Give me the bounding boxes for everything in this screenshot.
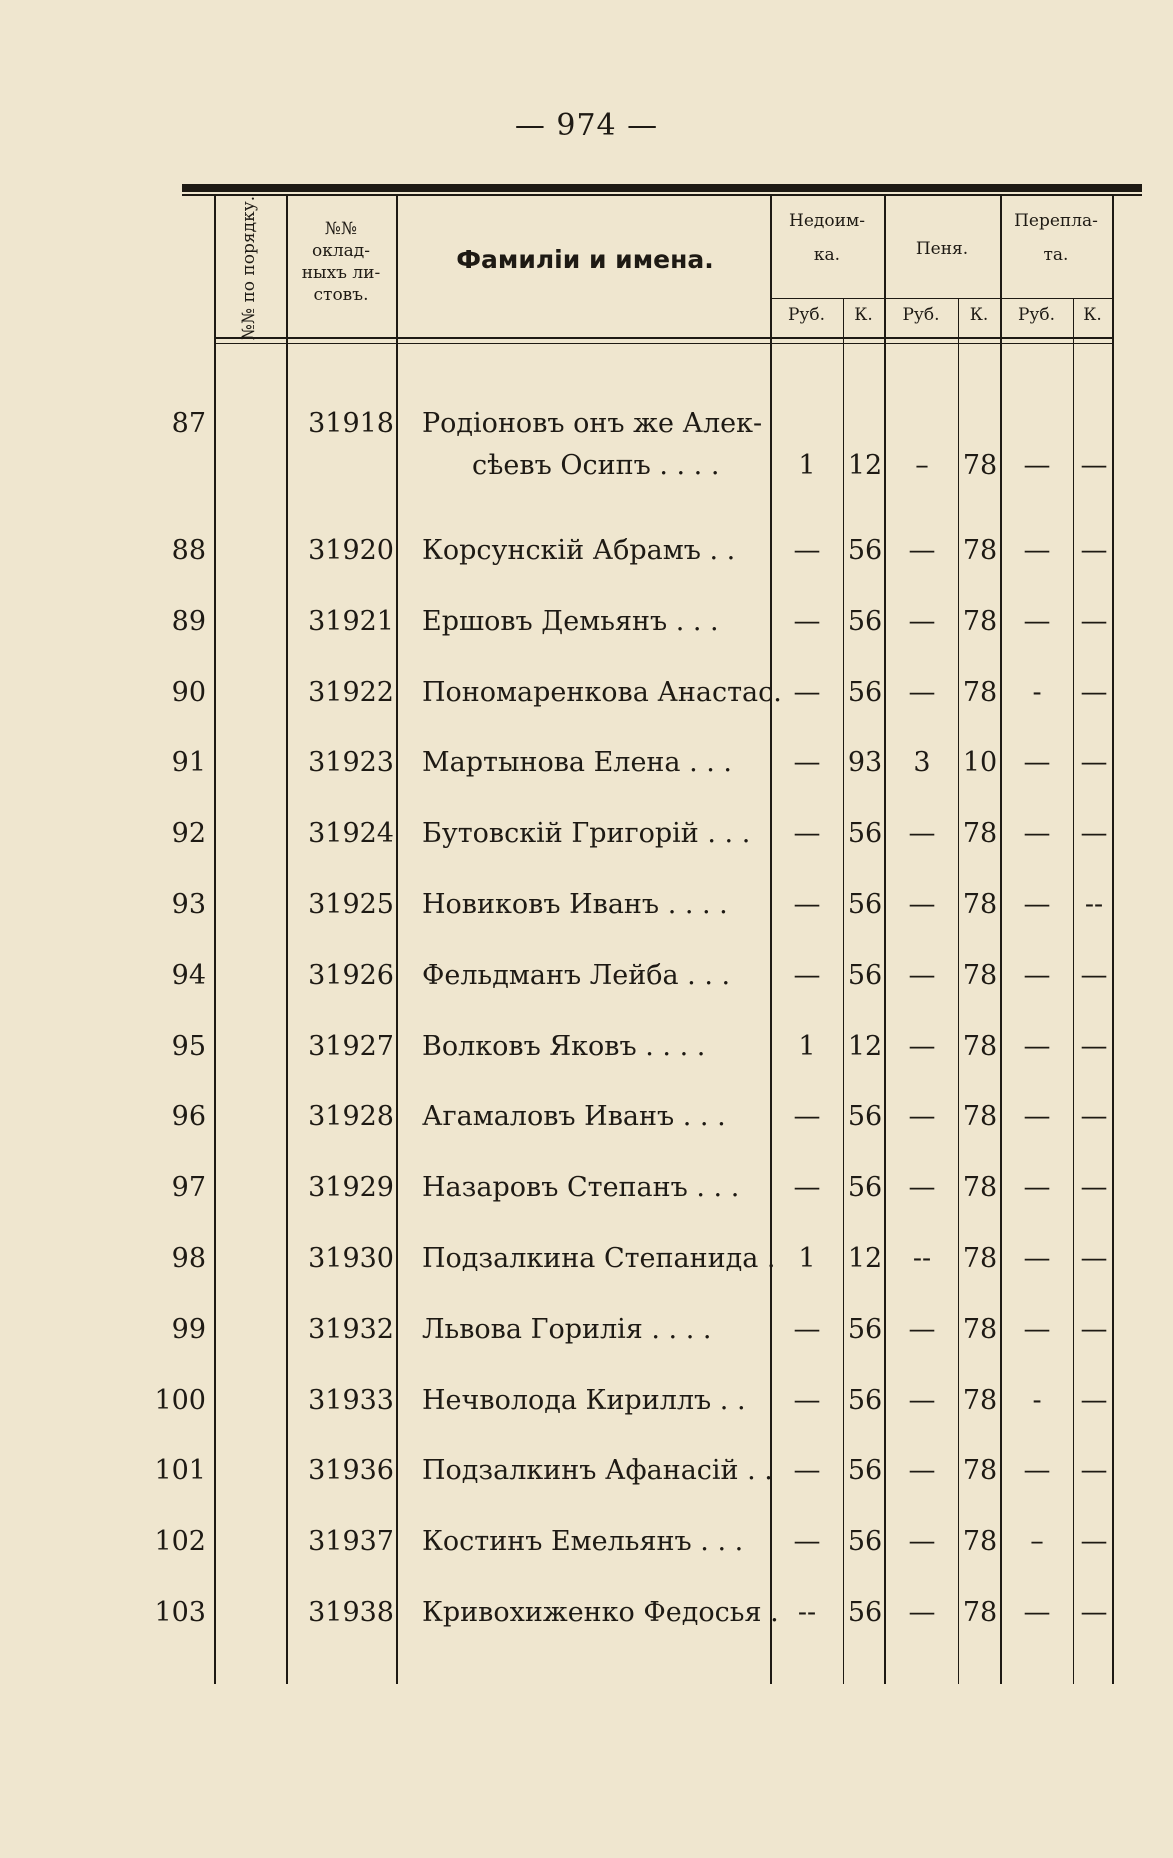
table-row xyxy=(0,1101,1173,1161)
penalty-rub: — xyxy=(908,1455,936,1487)
penalty-rub: — xyxy=(908,1597,936,1628)
sheet-number: 31932 xyxy=(308,1313,394,1345)
arrears-kop: 56 xyxy=(847,889,883,920)
person-name: Ершовъ Демьянъ . . . xyxy=(422,605,719,637)
table-row xyxy=(0,408,1173,481)
overpay-kop: — xyxy=(1080,1243,1108,1274)
arrears-rub: — xyxy=(793,535,821,566)
person-name: Подзалкина Степанида . xyxy=(422,1243,776,1274)
row-number: 95 xyxy=(171,1030,206,1062)
subheader-rub: Руб. xyxy=(1017,305,1056,325)
arrears-kop: 56 xyxy=(847,605,883,637)
row-number: 92 xyxy=(171,818,206,850)
penalty-kop: 78 xyxy=(962,1526,998,1558)
penalty-rub: — xyxy=(908,1172,936,1204)
overpay-kop: — xyxy=(1080,959,1108,991)
row-number: 93 xyxy=(171,889,206,920)
penalty-rub: — xyxy=(908,1384,936,1416)
overpay-kop: — xyxy=(1080,676,1108,708)
person-name: Корсунскій Абрамъ . . xyxy=(422,535,736,566)
row-number: 90 xyxy=(171,676,206,708)
penalty-kop: 78 xyxy=(962,676,998,708)
arrears-rub: — xyxy=(793,818,821,850)
table-row xyxy=(0,889,1173,949)
table-row xyxy=(0,1031,1173,1091)
arrears-kop: 56 xyxy=(847,1455,883,1487)
arrears-rub: — xyxy=(793,747,821,779)
overpay-kop: — xyxy=(1080,1101,1108,1133)
sheet-number: 31920 xyxy=(308,535,394,566)
row-number: 100 xyxy=(154,1384,206,1416)
overpay-rub: — xyxy=(1023,1030,1051,1062)
arrears-rub: — xyxy=(793,676,821,708)
overpay-kop: — xyxy=(1080,605,1108,637)
row-number: 89 xyxy=(171,605,206,637)
arrears-kop: 93 xyxy=(847,747,883,779)
penalty-kop: 78 xyxy=(962,1243,998,1274)
penalty-rub: – xyxy=(915,450,929,481)
person-name: Мартынова Елена . . . xyxy=(422,747,733,779)
row-number: 88 xyxy=(171,535,206,566)
header-seq: №№ по порядку. xyxy=(239,195,259,341)
table-row xyxy=(0,1172,1173,1232)
header-sheet: №№ оклад- ныхъ ли- стовъ. xyxy=(301,219,381,305)
penalty-kop: 78 xyxy=(962,818,998,850)
arrears-kop: 12 xyxy=(847,450,883,481)
arrears-kop: 56 xyxy=(847,1172,883,1204)
overpay-rub: — xyxy=(1023,1313,1051,1345)
penalty-rub: — xyxy=(908,676,936,708)
overpay-rub: — xyxy=(1023,747,1051,779)
table-row xyxy=(0,1455,1173,1515)
penalty-kop: 78 xyxy=(962,1030,998,1062)
arrears-kop: 12 xyxy=(847,1030,883,1062)
sheet-number: 31918 xyxy=(308,408,394,439)
sheet-number: 31933 xyxy=(308,1384,394,1416)
arrears-rub: — xyxy=(793,1101,821,1133)
header-bottom-rule xyxy=(214,337,1114,339)
penalty-kop: 78 xyxy=(962,889,998,920)
arrears-kop: 56 xyxy=(847,1313,883,1345)
arrears-kop: 56 xyxy=(847,676,883,708)
subheader-kop: К. xyxy=(1083,305,1102,325)
table-row xyxy=(0,960,1173,1020)
penalty-kop: 78 xyxy=(962,1101,998,1133)
table-row xyxy=(0,535,1173,595)
sheet-number: 31921 xyxy=(308,605,394,637)
table-top-rule xyxy=(182,184,1142,192)
person-name: Волковъ Яковъ . . . . xyxy=(422,1030,706,1062)
penalty-kop: 78 xyxy=(962,1172,998,1204)
person-name: Пономаренкова Анастас. xyxy=(422,676,782,708)
penalty-kop: 78 xyxy=(962,1384,998,1416)
overpay-rub: — xyxy=(1023,1243,1051,1274)
person-name-continued: сѣевъ Осипъ . . . . xyxy=(472,450,720,481)
arrears-rub: — xyxy=(793,959,821,991)
overpay-rub: — xyxy=(1023,1455,1051,1487)
overpay-kop: — xyxy=(1080,450,1108,481)
overpay-kop: — xyxy=(1080,747,1108,779)
sheet-number: 31928 xyxy=(308,1101,394,1133)
row-number: 94 xyxy=(171,959,206,991)
subheader-rub: Руб. xyxy=(902,305,940,325)
table-row xyxy=(0,1243,1173,1303)
person-name: Агамаловъ Иванъ . . . xyxy=(422,1101,726,1133)
person-name: Львова Горилія . . . . xyxy=(422,1313,712,1345)
header-bottom-rule-thin xyxy=(214,343,1114,344)
overpay-kop: — xyxy=(1080,535,1108,566)
arrears-kop: 56 xyxy=(847,1101,883,1133)
penalty-kop: 78 xyxy=(962,605,998,637)
overpay-kop: — xyxy=(1080,818,1108,850)
person-name: Костинъ Емельянъ . . . xyxy=(422,1526,744,1558)
overpay-rub: – xyxy=(1030,1526,1044,1558)
sheet-number: 31923 xyxy=(308,747,394,779)
overpay-rub: - xyxy=(1032,676,1042,708)
sheet-number: 31929 xyxy=(308,1172,394,1204)
row-number: 96 xyxy=(171,1101,206,1133)
row-number: 102 xyxy=(154,1526,206,1558)
penalty-rub: — xyxy=(908,1313,936,1345)
sheet-number: 31936 xyxy=(308,1455,394,1487)
penalty-rub: — xyxy=(908,1101,936,1133)
person-name: Родіоновъ онъ же Алек- xyxy=(422,408,763,439)
arrears-rub: 1 xyxy=(798,450,816,481)
table-row xyxy=(0,1526,1173,1586)
overpay-rub: — xyxy=(1023,889,1051,920)
arrears-rub: — xyxy=(793,1384,821,1416)
arrears-kop: 56 xyxy=(847,1597,883,1628)
arrears-rub: — xyxy=(793,889,821,920)
penalty-kop: 78 xyxy=(962,1313,998,1345)
subheader-rub: Руб. xyxy=(787,305,826,325)
person-name: Новиковъ Иванъ . . . . xyxy=(422,889,728,920)
sheet-number: 31926 xyxy=(308,959,394,991)
person-name: Фельдманъ Лейба . . . xyxy=(422,959,731,991)
arrears-kop: 56 xyxy=(847,1526,883,1558)
sheet-number: 31927 xyxy=(308,1030,394,1062)
overpay-rub: — xyxy=(1023,450,1051,481)
overpay-kop: — xyxy=(1080,1030,1108,1062)
overpay-kop: — xyxy=(1080,1597,1108,1628)
arrears-rub: — xyxy=(793,1313,821,1345)
arrears-rub: 1 xyxy=(798,1030,816,1062)
arrears-kop: 12 xyxy=(847,1243,883,1274)
table-row xyxy=(0,677,1173,737)
overpay-rub: - xyxy=(1032,1384,1042,1416)
penalty-rub: — xyxy=(908,818,936,850)
arrears-kop: 56 xyxy=(847,959,883,991)
penalty-kop: 10 xyxy=(962,747,998,779)
arrears-rub: — xyxy=(793,605,821,637)
penalty-kop: 78 xyxy=(962,959,998,991)
penalty-rub: — xyxy=(908,535,936,566)
penalty-rub: — xyxy=(908,889,936,920)
overpay-kop: — xyxy=(1080,1455,1108,1487)
person-name: Подзалкинъ Афанасій . . xyxy=(422,1455,773,1487)
table-top-rule-thin xyxy=(182,194,1142,196)
row-number: 98 xyxy=(171,1243,206,1274)
row-number: 103 xyxy=(154,1597,206,1628)
page-number: — 974 — xyxy=(514,108,659,143)
row-number: 91 xyxy=(171,747,206,779)
person-name: Кривохиженко Федосья . xyxy=(422,1597,779,1628)
header-arrears: Недоим- ка. xyxy=(789,211,865,265)
header-subrule xyxy=(770,298,1114,299)
arrears-kop: 56 xyxy=(847,1384,883,1416)
penalty-rub: — xyxy=(908,959,936,991)
header-overpay: Перепла- та. xyxy=(1014,211,1098,265)
penalty-kop: 78 xyxy=(962,535,998,566)
arrears-rub: 1 xyxy=(798,1243,816,1274)
overpay-rub: — xyxy=(1023,1597,1051,1628)
penalty-rub: 3 xyxy=(913,747,931,779)
table-row xyxy=(0,1314,1173,1374)
penalty-kop: 78 xyxy=(962,1455,998,1487)
table-row xyxy=(0,818,1173,878)
penalty-kop: 78 xyxy=(962,1597,998,1628)
sheet-number: 31937 xyxy=(308,1526,394,1558)
subheader-kop: К. xyxy=(969,305,989,325)
penalty-rub: — xyxy=(908,605,936,637)
overpay-kop: — xyxy=(1080,1384,1108,1416)
row-number: 97 xyxy=(171,1172,206,1204)
person-name: Бутовскій Григорій . . . xyxy=(422,818,751,850)
arrears-rub: -- xyxy=(797,1597,817,1628)
header-names: Фамиліи и имена. xyxy=(456,245,714,274)
overpay-kop: — xyxy=(1080,1313,1108,1345)
overpay-rub: — xyxy=(1023,535,1051,566)
overpay-rub: — xyxy=(1023,818,1051,850)
row-number: 87 xyxy=(171,408,206,439)
table-row xyxy=(0,606,1173,666)
sheet-number: 31930 xyxy=(308,1243,394,1274)
table-row xyxy=(0,1597,1173,1657)
arrears-kop: 56 xyxy=(847,535,883,566)
penalty-kop: 78 xyxy=(962,450,998,481)
sheet-number: 31922 xyxy=(308,676,394,708)
sheet-number: 31925 xyxy=(308,889,394,920)
penalty-rub: — xyxy=(908,1030,936,1062)
sheet-number: 31924 xyxy=(308,818,394,850)
penalty-rub: -- xyxy=(912,1243,932,1274)
arrears-rub: — xyxy=(793,1455,821,1487)
arrears-rub: — xyxy=(793,1172,821,1204)
penalty-rub: — xyxy=(908,1526,936,1558)
arrears-kop: 56 xyxy=(847,818,883,850)
subheader-kop: К. xyxy=(854,305,873,325)
person-name: Назаровъ Степанъ . . . xyxy=(422,1172,740,1204)
overpay-rub: — xyxy=(1023,959,1051,991)
header-penalty: Пеня. xyxy=(915,239,969,259)
overpay-kop: -- xyxy=(1084,889,1104,920)
overpay-rub: — xyxy=(1023,605,1051,637)
overpay-kop: — xyxy=(1080,1526,1108,1558)
table-row xyxy=(0,1385,1173,1445)
table-row xyxy=(0,747,1173,807)
row-number: 101 xyxy=(154,1455,206,1487)
overpay-kop: — xyxy=(1080,1172,1108,1204)
overpay-rub: — xyxy=(1023,1172,1051,1204)
sheet-number: 31938 xyxy=(308,1597,394,1628)
row-number: 99 xyxy=(171,1313,206,1345)
arrears-rub: — xyxy=(793,1526,821,1558)
overpay-rub: — xyxy=(1023,1101,1051,1133)
person-name: Нечволода Кириллъ . . xyxy=(422,1384,746,1416)
